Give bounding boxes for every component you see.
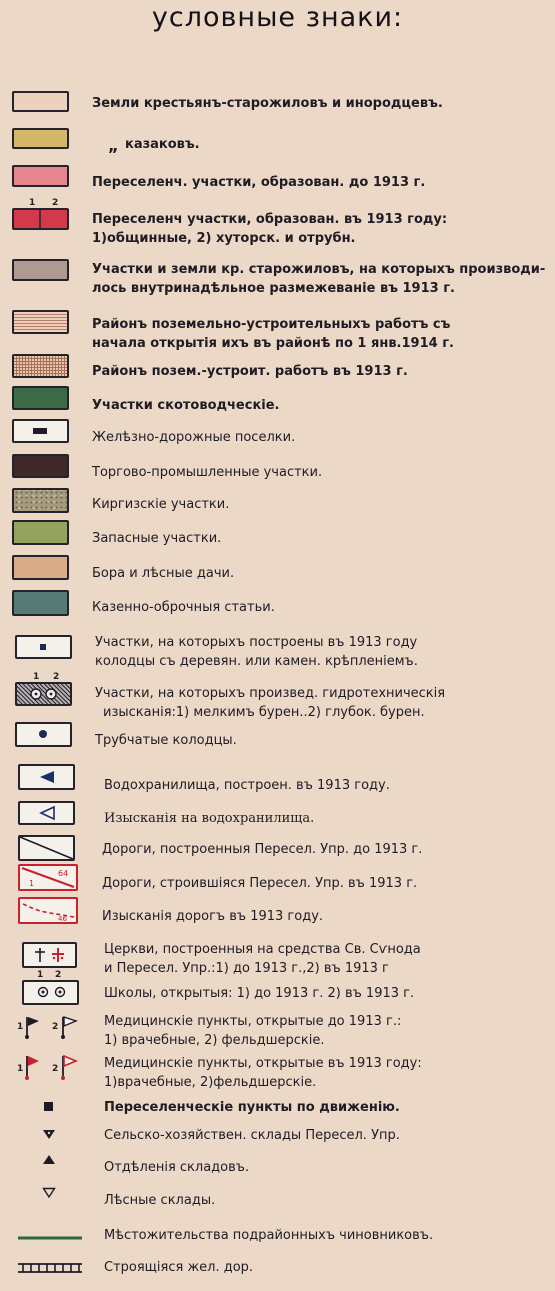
legend-item-resettlement-1913 [0,198,555,246]
number-label: 2 [53,672,60,682]
open-triangle-icon [18,801,75,825]
legend-item-land-work-district [0,308,555,352]
legend-label: Медицинскіе пункты, открытые въ 1913 году: 1)врачебные, 2)фельдшерскіе. [104,1056,422,1090]
legend-label: Участки, на которыхъ построены въ 1913 году колодцы съ деревян. или камен. крѣпленіемъ. [95,635,418,669]
legend-label: Бора и лѣсные дачи. [92,566,235,581]
legend-label: казаковъ. [125,137,200,152]
red-road-icon [18,864,78,891]
legend-label: Мѣстожительства подрайонныхъ чиновниковъ. [104,1228,434,1243]
legend-item-reservoir-surveys [0,799,555,833]
legend-item-reservoirs [0,762,555,798]
down-triangle-open-icon [42,1187,56,1199]
cross-hatched-icon [12,354,69,378]
legend-label: Водохранилища, построен. въ 1913 году. [104,778,390,793]
flag-red-outline-icon [60,1054,80,1080]
green-line-icon [17,1234,83,1242]
legend-item-resettlement-points [0,1096,555,1124]
legend-label: Переселенч участки, образован. въ 1913 году: 1)общинные, 2) хуторск. и отрубн. [92,212,448,246]
road-number-label: 46 [58,915,67,922]
down-triangle-filled-icon [42,1129,56,1141]
number-label: 1 [37,970,44,980]
plain-fill-icon [12,128,69,149]
legend-label: Сельско-хозяйствен. склады Пересел. Упр. [104,1128,400,1143]
legend-item-timber-warehouses [0,1184,555,1216]
legend-label: Районъ позем.-устроит. работъ въ 1913 г. [92,364,408,379]
legend-label: Медицинскіе пункты, открытые до 1913 г.: 1) врачебные, 2) фельдшерскіе. [104,1014,402,1048]
legend-label: Отдѣленія складовъ. [104,1160,250,1175]
legend-item-schools [0,970,555,1010]
legend-item-forest [0,553,555,585]
legend-label: Земли крестьянъ-старожиловъ и инородцевъ. [92,96,443,111]
railway-construction-icon [17,1262,83,1274]
plain-fill-icon [12,590,69,616]
number-label: 2 [52,1064,59,1074]
legend-label: Участки, на которыхъ произвед. гидротехническія изысканія:1) мелкимъ бурен..2) глубок. бурен. [95,686,446,720]
legend-label: Дороги, построенныя Пересел. Упр. до 1913 г. [102,842,423,857]
up-triangle-icon [42,1154,56,1166]
legend-item-railway-construction [0,1254,555,1284]
road-number-label: 1 [29,879,35,888]
legend-item-boring [0,672,555,718]
legend-item-kirghiz [0,486,555,518]
legend-label: Районъ поземельно-устроительныхъ работъ съ начала открытія ихъ въ районѣ по 1 янв.1914 г. [92,317,454,351]
square-dot-icon [15,635,72,659]
number-label: 2 [52,198,59,208]
plain-fill-icon [12,520,69,545]
legend-item-tube-wells [0,718,555,752]
flag-dark-icon [24,1015,42,1039]
plain-fill-icon [12,386,69,410]
plain-fill-icon [12,165,69,187]
boring-icon [15,682,72,706]
small-square-icon [43,1101,55,1113]
legend-label: Лѣсные склады. [104,1193,216,1208]
legend-label: Трубчатые колодцы. [95,733,237,748]
legend-item-livestock [0,384,555,416]
legend-label: Переселенч. участки, образован. до 1913 г. [92,175,426,190]
number-label: 2 [55,970,62,980]
legend-item-resettlement-before-1913 [0,163,555,193]
legend-item-rail-settlements [0,417,555,451]
legend-item-internal-survey [0,256,555,300]
legend-item-roads-built [0,834,555,868]
ditto-mark: „ [108,136,119,155]
plain-fill-icon [12,555,69,580]
legend-item-peasant-lands [0,88,555,116]
legend-item-road-surveys [0,897,555,935]
legend-label: Желѣзно-дорожные поселки. [92,430,296,445]
legend-item-warehouse-branches [0,1152,555,1184]
number-label: 1 [17,1022,24,1032]
number-label: 1 [17,1064,24,1074]
legend-item-state-rent [0,588,555,620]
dashed-road-icon [18,897,78,924]
school-icon [22,980,79,1005]
legend-item-trade [0,452,555,484]
legend-item-lined-wells [0,633,555,677]
legend-label: Участки скотоводческіе. [92,398,280,413]
road-number-label: 64 [58,869,69,878]
flag-red-icon [24,1054,42,1080]
legend-label: Киргизскіе участки. [92,497,230,512]
legend-label: Изысканія дорогъ въ 1913 году. [102,909,324,924]
legend-item-medical-1913 [0,1050,555,1094]
number-label: 2 [52,1022,59,1032]
split-fill-icon [12,208,69,230]
legend-label: Строящіяся жел. дор. [104,1260,254,1275]
legend-label: Казенно-оброчныя статьи. [92,600,275,615]
legend-label: Церкви, построенныя на средства Св. Сѵнода и Пересел. Упр.:1) до 1913 г.,2) въ 1913 г [104,942,421,976]
number-label: 1 [29,198,36,208]
hatched-icon [12,310,69,334]
legend-label: Переселенческіе пункты по движенію. [104,1100,400,1115]
legend-item-agri-warehouses [0,1124,555,1154]
legend-label: Дороги, строившіяся Пересел. Упр. въ 1913 г. [102,876,418,891]
speckled-icon [12,488,69,513]
legend-label: Участки и земли кр. старожиловъ, на которыхъ производи- лось внутринадѣльное размежеваніе въ 1913 г. [92,262,546,296]
number-label: 1 [33,672,40,682]
legend-item-reserve [0,518,555,552]
plain-fill-icon [12,454,69,478]
legend-label: Запасные участки. [92,531,222,546]
legend-label: Изысканія на водохранилища. [104,811,315,826]
plain-fill-icon [12,91,69,112]
legend-item-roads-1913 [0,864,555,900]
legend-item-officials-residence [0,1222,555,1252]
legend-item-cossack-lands [0,126,555,156]
legend-label: Торгово-промышленные участки. [92,465,323,480]
legend-label: Школы, открытыя: 1) до 1913 г. 2) въ 1913 г. [104,986,415,1001]
flag-dark-outline-icon [60,1015,80,1039]
legend-item-land-work-1913 [0,352,555,384]
round-dot-icon [15,722,72,747]
plain-fill-icon [12,259,69,281]
legend-title: условные знаки: [151,2,404,33]
filled-triangle-icon [18,764,75,790]
diagonal-line-icon [18,835,75,861]
rail-settlement-icon [12,419,69,443]
church-icon [22,942,77,968]
